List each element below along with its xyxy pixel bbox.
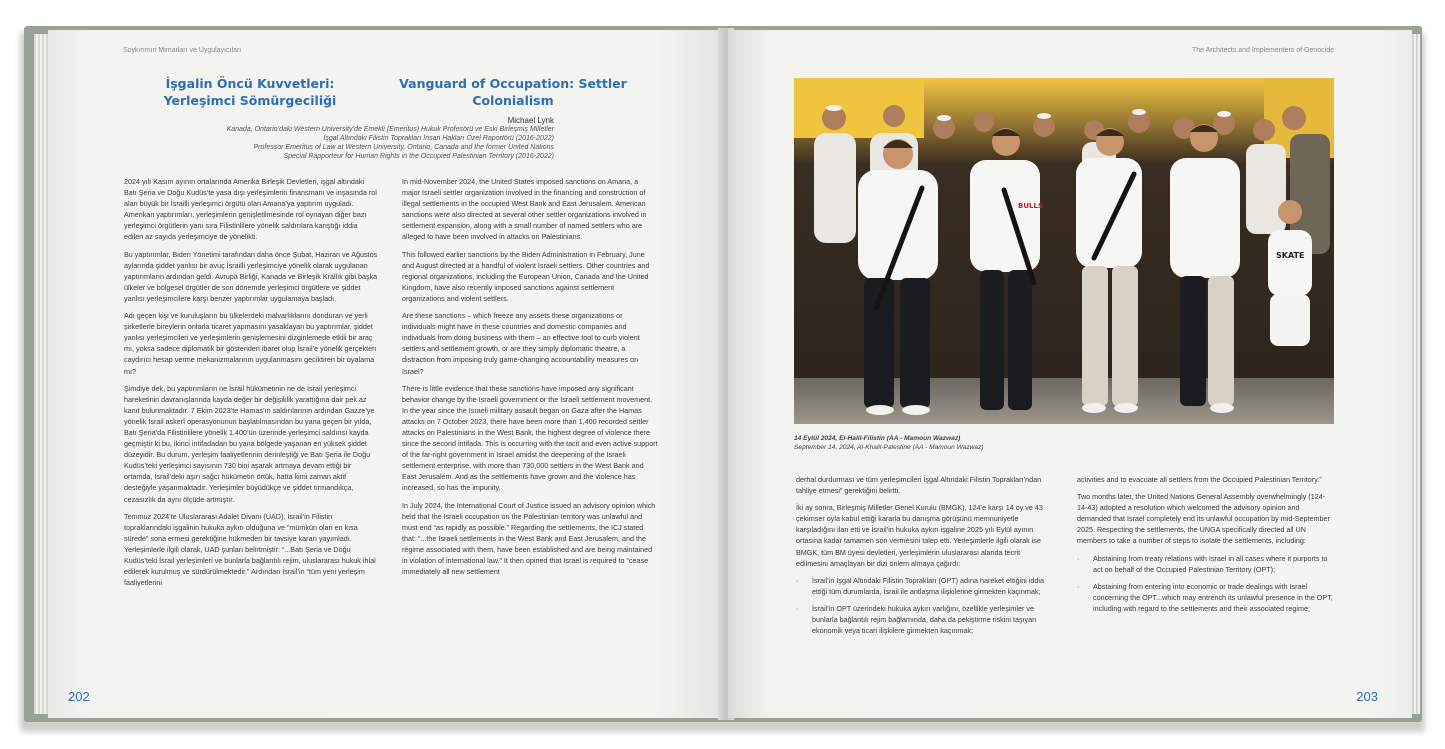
left-page: [48, 30, 724, 718]
author-title-tr-1: Kanada, Ontario’daki Western University’de Emekli (Emeritus) Hukuk Profesörü ve Eski Birleşmiş Milletler: [226, 126, 554, 133]
bullet-list: [796, 575, 1054, 636]
running-header-right: The Architects and Implementers of Genocide: [1191, 47, 1334, 54]
list-item: · Abstaining from entering into economic or trade dealings with Israel concerning the OPT...which may entrench its unlawful presence in the OPT, including with regard to the settlements and their associated regime;: [1077, 581, 1333, 614]
list-item: · İsrail’in OPT üzerindeki hukuka aykırı varlığını, özellikle yerleşimler ve bunlarla bağlantılı rejim bağlamında, daha da pekiştirme riskini taşıyan ekonomik veya ticari ilişkilere girmekten kaçınmak;: [796, 603, 1054, 636]
paragraph: Bu yaptırımlar, Biden Yönetimi tarafından daha önce Şubat, Haziran ve Ağustos aylarında şiddet yanlısı bir avuç İsrailli yerleşimciye yönelik olarak uygulanan yaptırımların ardından geldi. Avrupa Birliği, Kanada ve Birleşik Krallık gibi başka ülkeler ve bölgesel örgütler de son dönemde yerleşimci örgütlere ve şiddet yanlısı yerleşimcilere karşı benzer yaptırımlar uygulamaya başladı.: [124, 249, 378, 303]
body-column-english: [402, 176, 658, 583]
bullet-list: [1077, 553, 1333, 614]
author-title-en-1: Professor Emeritus of Law at Western University, Ontario, Canada and the former United Nations: [253, 144, 554, 151]
running-header-left: Soykırımın Mimarları ve Uygulayıcıları: [123, 47, 242, 54]
paragraph: In mid-November 2024, the United States imposed sanctions on Amana, a major Israeli settler organization involved in the financing and construction of illegal settlements in the occupied West Bank and East Jerusalem. American sanctions were also directed at several other settler organizations involved in settlement expansion, along with a small number of named settlers who are alleged to have been involved in attacks on Palestinians.: [402, 177, 647, 242]
author-title-en-2: Special Rapporteur for Human Rights in the Occupied Palestinian Territory (2016-2022): [283, 153, 554, 160]
paragraph: İki ay sonra, Birleşmiş Milletler Genel Kurulu (BMGK), 124’e karşı 14 oy ve 43 çekimser oyla kabul ettiği kararla bu danışma görüşünü memnuniyetle karşıladığını ilan etti ve İsrail’in hukuka aykırı işgaline 2025 yılı Eylül ayının ortasına kadar tamamen son vermesini talep etti. Yerleşimlerle ilgili olarak ise BMGK, tüm BM üyesi devletleri, yerleşimlerin uluslararası alanda tecrit edilmesini amaçlayan bir dizi önlem almaya çağırdı:: [796, 503, 1043, 568]
paragraph: 2024 yılı Kasım ayının ortalarında Amerika Birleşik Devletleri, işgal altındaki Batı Şeria ve Doğu Kudüs’te yasa dışı yerleşimlerin finansmanı ve inşasında rol alan büyük bir İsrailli yerleşimci örgütü olan Amana’ya yaptırım uyguladı. Amerikan yaptırımları, yerleşimlerin genişletilmesinde rol oynayan diğer bazı yerleşimci örgütlerin yanı sıra Filistinlilere yönelik saldırılara karıştığı iddia edilen az sayıda yerleşimciye de yönelikti.: [124, 177, 377, 242]
page-number-right: 203: [1356, 689, 1378, 704]
caption-english: September 14, 2024, Al-Khalil-Palestine (AA - Mamoun Wazwaz): [794, 444, 984, 451]
paragraph: Are these sanctions – which freeze any assets these organizations or individuals might have in these countries and domestic companies and individuals from doing business with them – an effective tool to curb violent settlers and settlement growth, or are they simply diplomatic theatre, a distraction from imposing truly game-changing accountability measures on Israel?: [402, 311, 640, 376]
caption-turkish: 14 Eylül 2024, El-Halil-Filistin (AA - Mamoun Wazwaz): [794, 435, 961, 442]
paragraph: Temmuz 2024’te Uluslararası Adalet Divanı (UAD), İsrail’in Filistin topraklarındaki işgalinin hukuka aykırı olduğuna ve “mümkün olan en kısa sürede” sona ermesi gerektiğine hükmeden bir tavsiye kararı yayımladı. Yerleşimlerle ilgili olarak, UAD şunları belirtmiştir: “...Batı Şeria ve Doğu Kudüs’teki İsrail yerleşimleri ve bunlarla bağlantılı rejim, uluslararası hukuk ihlal edilerek kurulmuş ve sürdürülmektedir.” Ardından İsrail’in “tüm yeni yerleşim faaliyetlerini: [124, 511, 376, 588]
settlers-photo: [794, 78, 1334, 424]
paragraph: There is little evidence that these sanctions have imposed any significant behavior change by the Israeli government or the Israeli settlement movement. In the year since the Israeli military assault began on Gaza after the Hamas attacks on 7 October 2023, there have been more than 1,400 recorded settler attacks on Palestinians in the West Bank, the highest degree of violence there since the second intifada. This is occurring with the tacit and even active support of the far-right government in Israel amidst the deepening of the Israeli settlement enterprise, with more than 730,000 settlers in the West Bank and East Jerusalem. And as the settlements have grown and the violence has increased, so has the impunity.: [402, 383, 658, 493]
page-number-left: 202: [68, 689, 90, 704]
photo-illustration: [794, 78, 1334, 424]
paragraph: derhal durdurması ve tüm yerleşimcileri İşgal Altındaki Filistin Toprakları’ndan tahliye etmesi” gerektiğini belirtti.: [796, 475, 1042, 496]
paragraph: This followed earlier sanctions by the Biden Administration in February, June and August directed at a handful of violent Israeli settlers. Other countries and regional organizations, including the European Union, Canada and the United Kingdom, have also recently imposed sanctions against settlement organizations and violent settlers.: [402, 249, 650, 303]
title-turkish: İşgalin Öncü Kuvvetleri: Yerleşimci Sömürgeciliği: [163, 76, 337, 108]
tshirt-print-skate: SKATE: [1276, 251, 1305, 260]
author-title-tr-2: İşgal Altındaki Filistin Toprakları İnsan Hakları Özel Raportörü (2016-2022): [323, 135, 554, 142]
body-column-turkish-right: [796, 474, 1054, 642]
list-item: · Abstaining from treaty relations with Israel in all cases where it purports to act on behalf of the Occupied Palestinian Territory (OPT);: [1077, 553, 1333, 575]
paragraph: Two months later, the United Nations General Assembly overwhelmingly (124-14-43) adopted a resolution which welcomed the advisory opinion and demanded that Israel completely end its unlawful occupation by mid-September 2025. Respecting the settlements, the UNGA specifically directed all UN members to take a number of steps to isolate the settlements, including:: [1077, 492, 1330, 546]
paragraph: Adı geçen kişi ve kuruluşların bu ülkelerdeki malvarlıklarını donduran ve yerli şirketlerle bireylerin onlarla ticaret yapmasını yasaklayan bu yaptırımlar, şiddet yanlısı yerleşimcileri ve yerleşimlerin genişlemesini dizginlemede etkili bir araç mı, yoksa sadece diplomatik bir gösteriden ibaret olup İsrail’e yönelik gerçekten caydırıcı hesap verme mekanizmalarının uygulanmasını geciktiren bir oyalama mı?: [124, 311, 377, 376]
photo-caption: [794, 434, 984, 452]
list-item: · İsrail’in İşgal Altındaki Filistin Toprakları (OPT) adına hareket ettiğini iddia ettiği tüm durumlarda, İsrail ile antlaşma ilişkilerine girmekten kaçınmak;: [796, 575, 1054, 597]
author-name: Michael Lynk: [507, 116, 554, 125]
body-column-turkish: [124, 176, 378, 594]
paragraph: activities and to evacuate all settlers from the Occupied Palestinian Territory.”: [1077, 475, 1322, 484]
right-page: [728, 30, 1412, 718]
tshirt-print-bulls: BULLS: [1018, 202, 1043, 210]
title-english: Vanguard of Occupation: Settler Colonialism: [399, 76, 627, 108]
author-block: [148, 116, 554, 161]
body-column-english-right: [1077, 474, 1333, 620]
paragraph: Şimdiye dek, bu yaptırımların ne İsrail hükümetinin ne de İsrail yerleşimci hareketinin davranışlarında kayda değer bir değişiklik yarattığına dair pek az kanıt bulunmaktadır. 7 Ekim 2023’te Hamas’ın saldırılarının ardından Gazze’ye yönelik İsrail askerî operasyonunun başlatılmasından bu yana geçen bir yılda, Batı Şeria’da Filistinlilere yönelik 1.400’ün üzerinde yerleşimci saldırısı kayda geçmiştir ki bu, ikinci intifadadan bu yana bölgede yaşanan en yüksek şiddet düzeyidir. Bu durum, yerleşim faaliyetlerinin derinleştiği ve Batı Şeria ile Doğu Kudüs’teki yerleşimci sayısının 730 bini aşarak artmaya devam ettiği bir ortamda, İsrail’deki aşırı sağcı hükümetin örtük, hatta kimi zaman aktif desteğiyle yaşanmaktadır. Yerleşimler büyüdükçe ve şiddet tırmandıkça, cezasızlık da aynı ölçüde artmıştır.: [124, 383, 375, 504]
paragraph: In July 2024, the International Court of Justice issued an advisory opinion which held that the Israeli occupation on the Palestinian territory was unlawful and must end “as rapidly as possible.” Regarding the settlements, the ICJ stated that: “...the Israeli settlements in the West Bank and East Jerusalem, and the régime associated with them, have been established and are being maintained in violation of international law.” It then opined that Israel is required to “cease immediately all new settlement: [402, 500, 656, 577]
